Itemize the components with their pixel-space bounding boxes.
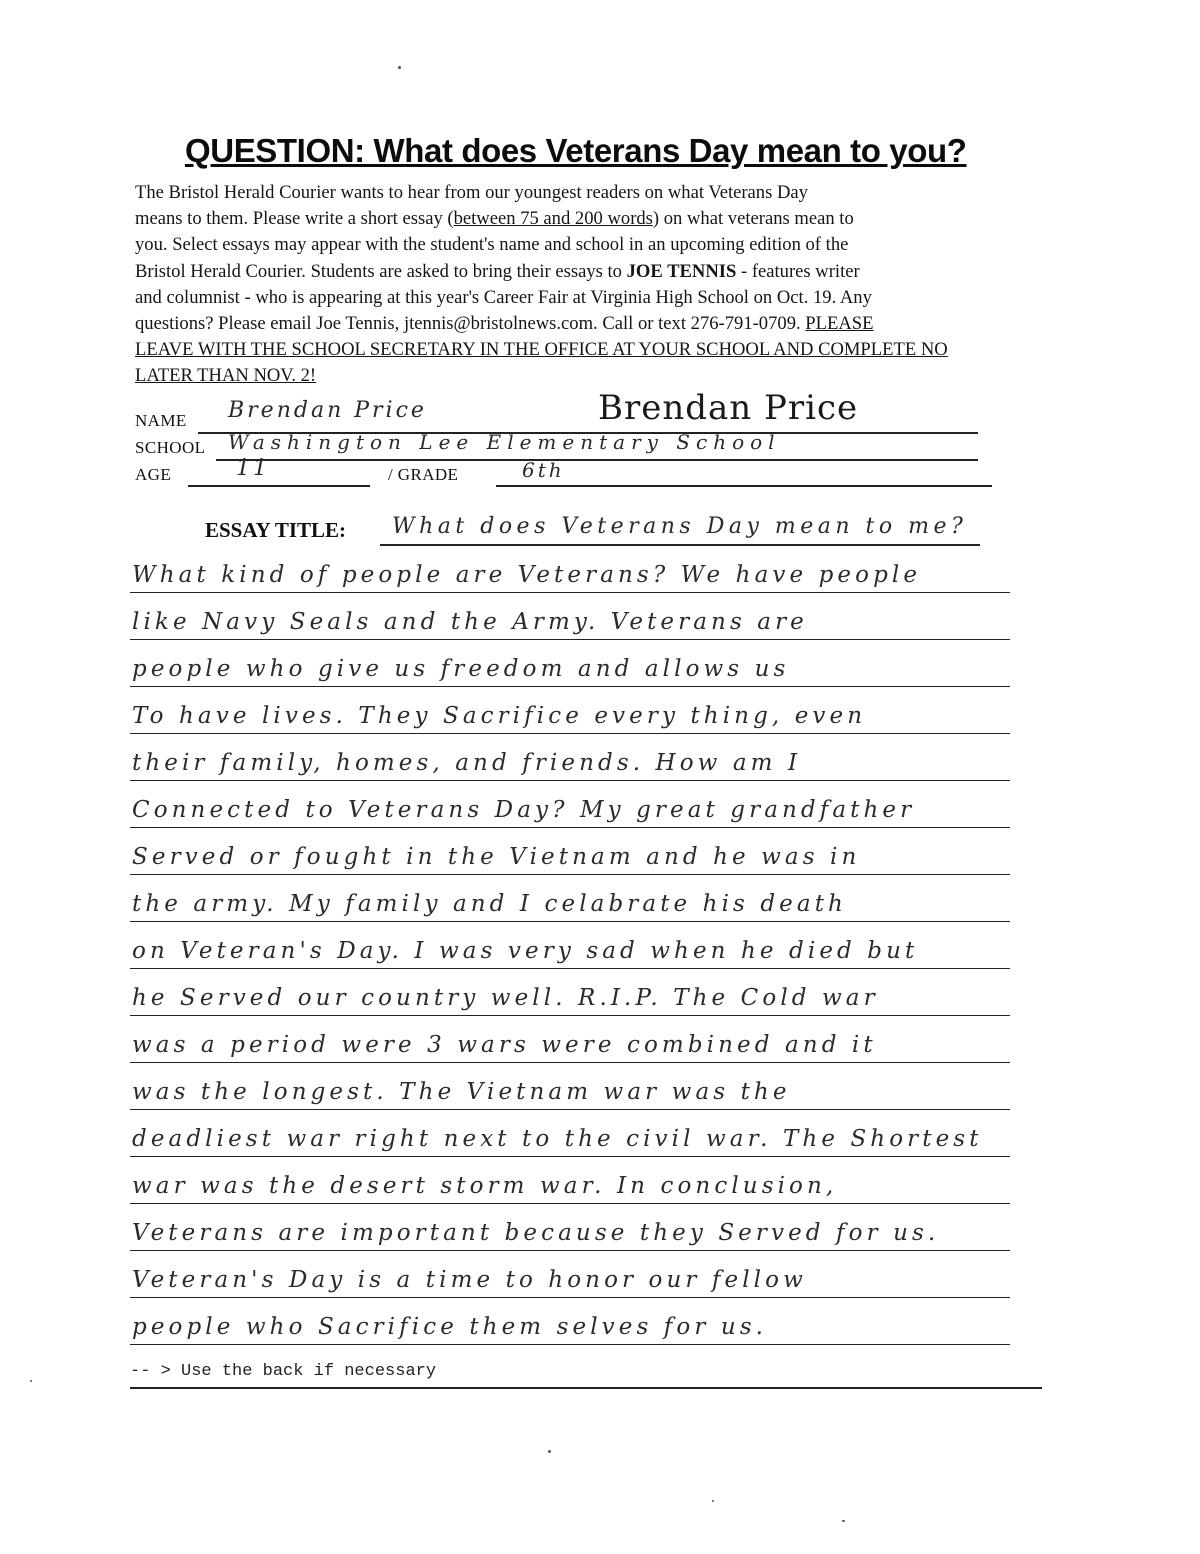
essay-line: deadliest war right next to the civil war. The Shortest — [130, 1109, 1010, 1157]
essay-line: To have lives. They Sacrifice every thing, even — [130, 686, 1010, 734]
grade-value[interactable]: 6th — [522, 458, 565, 482]
age-field-line — [188, 485, 370, 487]
age-value[interactable]: 11 — [236, 456, 270, 481]
name-label: NAME — [135, 411, 187, 430]
scan-speck — [30, 1380, 32, 1382]
intro-line: questions? Please email Joe Tennis, jtennis@bristolnews.com. Call or text 276-791-0709. PLEASE — [135, 313, 874, 335]
essay-line: was the longest. The Vietnam war was the — [130, 1062, 1010, 1110]
word-count-requirement: between 75 and 200 words — [453, 208, 653, 230]
essay-line: Veterans are important because they Served for us. — [130, 1203, 1010, 1251]
name-value-print: Brendan Price — [598, 388, 859, 428]
essay-line: on Veteran's Day. I was very sad when he died but — [130, 921, 1010, 969]
scan-speck — [398, 66, 401, 69]
intro-line: Bristol Herald Courier. Students are asked to bring their essays to JOE TENNIS - features writer — [135, 260, 860, 282]
deadline-notice: LATER THAN NOV. 2! — [135, 365, 317, 387]
essay-line: Connected to Veterans Day? My great grandfather — [130, 780, 1010, 828]
essay-line: people who give us freedom and allows us — [130, 639, 1010, 687]
school-value[interactable]: Washington Lee Elementary School — [228, 430, 781, 454]
age-label: AGE — [135, 465, 172, 484]
footer-line — [130, 1387, 1042, 1389]
intro-line: and columnist - who is appearing at this year's Career Fair at Virginia High School on Oct. 19. Any — [135, 286, 872, 308]
essay-line: Served or fought in the Vietnam and he was in — [130, 827, 1010, 875]
essay-title-value[interactable]: What does Veterans Day mean to me? — [392, 514, 968, 539]
school-field-line — [216, 459, 978, 461]
page-title: QUESTION: What does Veterans Day mean to you? — [185, 132, 967, 169]
intro-line: means to them. Please write a short essay (between 75 and 200 words) on what veterans mean to — [135, 208, 854, 230]
contact-name: JOE TENNIS — [626, 260, 737, 282]
scan-speck — [842, 1520, 845, 1522]
essay-line: like Navy Seals and the Army. Veterans are — [130, 592, 1010, 640]
essay-line: was a period were 3 wars were combined and it — [130, 1015, 1010, 1063]
scan-speck — [548, 1450, 551, 1453]
essay-line: their family, homes, and friends. How am I — [130, 733, 1010, 781]
essay-line: war was the desert storm war. In conclusion, — [130, 1156, 1010, 1204]
instructions-paragraph — [135, 180, 1040, 390]
use-back-note: -- > Use the back if necessary — [130, 1362, 437, 1381]
intro-line: you. Select essays may appear with the student's name and school in an upcoming edition of the — [135, 234, 849, 256]
essay-title-label: ESSAY TITLE: — [205, 518, 347, 542]
deadline-notice: LEAVE WITH THE SCHOOL SECRETARY IN THE OFFICE AT YOUR SCHOOL AND COMPLETE NO — [135, 339, 948, 361]
grade-field-line — [496, 485, 992, 487]
essay-line: people who Sacrifice them selves for us. — [130, 1297, 1010, 1345]
scan-speck — [712, 1500, 714, 1502]
school-label: SCHOOL — [135, 438, 206, 457]
essay-line: Veteran's Day is a time to honor our fellow — [130, 1250, 1010, 1298]
essay-line: the army. My family and I celabrate his death — [130, 874, 1010, 922]
essay-line: he Served our country well. R.I.P. The Cold war — [130, 968, 1010, 1016]
grade-label: / GRADE — [388, 465, 459, 484]
name-value[interactable]: Brendan Price — [228, 398, 427, 423]
intro-line: The Bristol Herald Courier wants to hear from our youngest readers on what Veterans Day — [135, 182, 808, 203]
essay-line: What kind of people are Veterans? We have people — [130, 545, 1010, 593]
